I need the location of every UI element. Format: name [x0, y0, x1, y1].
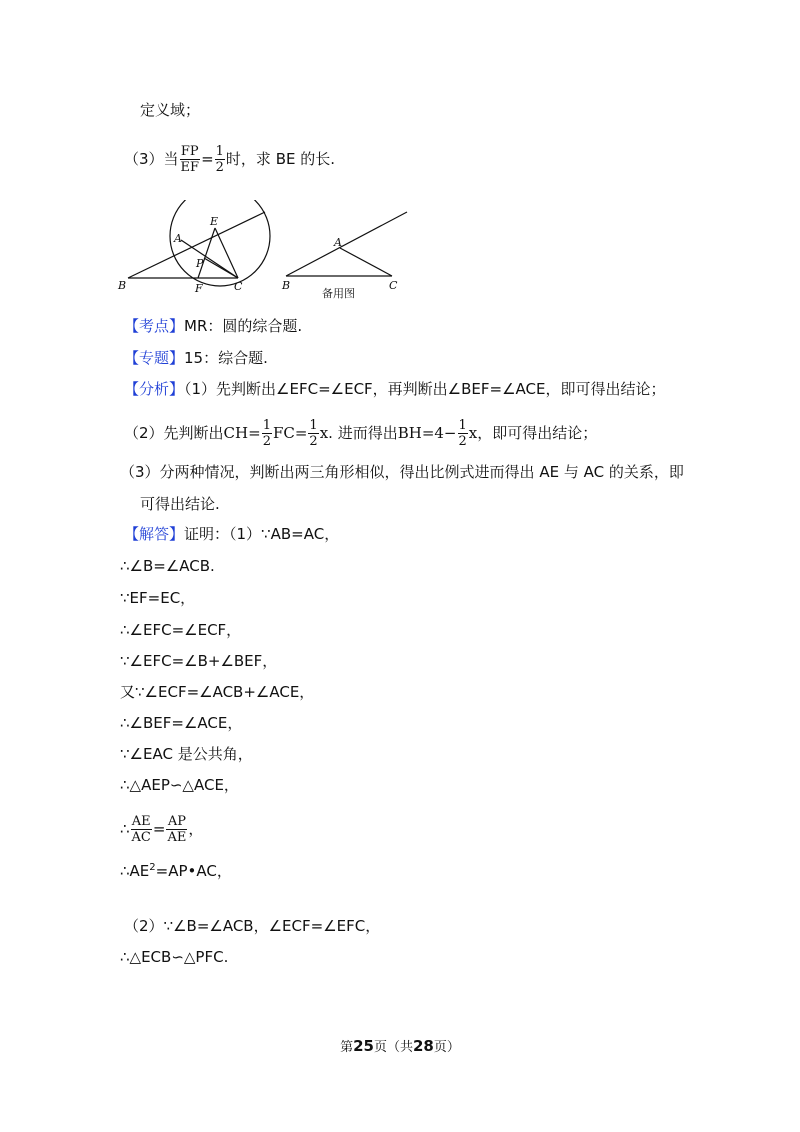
fraction-half-b [308, 418, 318, 449]
line-zhuanti [124, 348, 268, 368]
line-fenxi-3b: 可得出结论. [140, 495, 220, 513]
fraction-half-c [458, 418, 468, 449]
f2-x1: x [319, 424, 329, 442]
label-f: F [195, 282, 203, 295]
proof-step-10 [120, 858, 232, 881]
footer-total: 28 [413, 1037, 434, 1055]
spare-segment-ac [340, 248, 392, 276]
label-c: C [234, 280, 243, 293]
fraction-fp-ef [180, 144, 201, 175]
f2-mid: . 进而得出 [328, 424, 398, 442]
proof-step-8: ∴△AEP∽△ACE， [120, 776, 239, 794]
main-figure [128, 200, 270, 286]
frac-num: 1 [309, 418, 318, 433]
proof-step-7: ∵∠EAC 是公共角， [120, 745, 253, 763]
proof-part-2b: ∴△ECB∽△PFC. [120, 948, 229, 966]
frac-den: 2 [262, 434, 271, 449]
spare-ray-ba [286, 212, 407, 276]
footer-pre: 第 [340, 1040, 354, 1055]
frac-den: EF [180, 160, 200, 175]
footer-page: 25 [353, 1037, 374, 1055]
geometry-figures [110, 200, 420, 300]
spare-label-a: A [334, 236, 342, 249]
f2-bh: BH=4− [397, 424, 457, 442]
proof-step-1: ∴∠B=∠ACB. [120, 557, 215, 575]
proof-part-2a: （2）∵∠B=∠ACB，∠ECF=∠EFC， [124, 917, 381, 935]
frac-num: AE [131, 814, 151, 829]
jieda-text: 证明：（1）∵AB=AC， [184, 525, 340, 543]
frac-num: 1 [215, 144, 224, 159]
frac-den: AC [131, 830, 151, 845]
line-kaodian [124, 316, 302, 336]
line-fenxi [124, 379, 666, 399]
frac-num: FP [180, 144, 199, 159]
label-p: P [196, 257, 204, 270]
frac-den: 2 [215, 160, 224, 175]
spare-figure-caption: 备用图 [322, 287, 355, 300]
spare-figure [286, 212, 407, 276]
equals: = [152, 820, 166, 838]
fraction-ap-ae [166, 814, 187, 845]
kaodian-tag: 【考点】 [124, 317, 185, 335]
line-question-3 [124, 144, 335, 175]
spare-label-c: C [389, 279, 398, 292]
page-footer [0, 1036, 800, 1055]
label-b: B [118, 279, 127, 292]
proof-step-5: 又∵∠ECF=∠ACB+∠ACE， [120, 683, 315, 701]
zhuanti-tag: 【专题】 [124, 349, 185, 367]
proof-step-9 [120, 814, 203, 845]
f2-ch: CH= [223, 424, 261, 442]
fraction-half-a [262, 418, 272, 449]
jieda-tag: 【解答】 [124, 525, 185, 543]
fenxi-text: （1）先判断出∠EFC=∠ECF，再判断出∠BEF=∠ACE，即可得出结论； [184, 380, 666, 398]
kaodian-text: MR：圆的综合题. [184, 317, 303, 335]
s10-superscript: 2 [149, 862, 156, 873]
label-e: E [210, 215, 219, 228]
fenxi-tag: 【分析】 [124, 380, 185, 398]
proof-step-6: ∴∠BEF=∠ACE， [120, 714, 243, 732]
main-figure-labels [117, 215, 243, 295]
spare-label-b: B [282, 279, 291, 292]
label-a: A [174, 232, 182, 245]
frac-num: 1 [262, 418, 271, 433]
zhuanti-text: 15：综合题. [184, 349, 268, 367]
line-domain: 定义域； [140, 101, 201, 119]
s10-b: =AP•AC， [155, 862, 232, 880]
line-jieda [124, 524, 339, 544]
f2-suffix: ，即可得出结论； [477, 424, 598, 442]
frac-num: AP [167, 814, 186, 829]
f2-x2: x [468, 424, 478, 442]
f2-fc: FC= [272, 424, 308, 442]
s9-suffix: ， [188, 820, 204, 838]
proof-step-3: ∴∠EFC=∠ECF， [120, 621, 242, 639]
footer-post: 页） [433, 1040, 460, 1055]
fraction-half [215, 144, 225, 175]
frac-num: 1 [458, 418, 467, 433]
s9-prefix: ∴ [120, 820, 130, 838]
proof-step-2: ∵EF=EC， [120, 589, 196, 607]
frac-den: AE [167, 830, 187, 845]
q3-prefix: （3）当 [124, 150, 179, 168]
frac-den: 2 [458, 434, 467, 449]
f2-prefix: （2）先判断出 [124, 424, 224, 442]
footer-mid: 页（共 [373, 1040, 413, 1055]
line-fenxi-2 [124, 418, 597, 449]
s10-a: ∴AE [120, 862, 150, 880]
frac-den: 2 [309, 434, 318, 449]
proof-step-4: ∵∠EFC=∠B+∠BEF， [120, 652, 278, 670]
equals: = [201, 150, 214, 168]
line-fenxi-3a: （3）分两种情况，判断出两三角形相似，得出比例式进而得出 AE 与 AC 的关系，即 [120, 463, 684, 481]
spare-figure-labels [281, 236, 398, 292]
q3-suffix: 时，求 BE 的长. [225, 150, 335, 168]
fraction-ae-ac [131, 814, 152, 845]
